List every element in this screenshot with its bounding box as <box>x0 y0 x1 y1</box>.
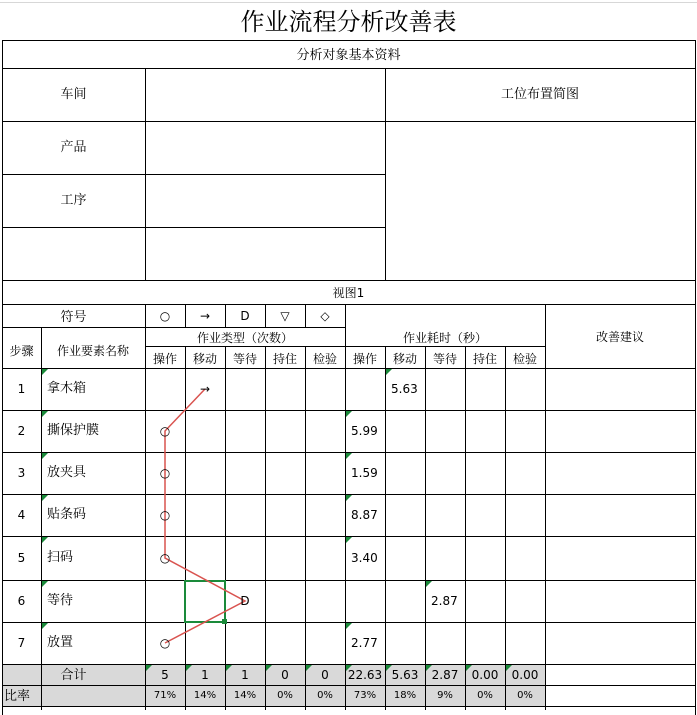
type-header-3: 持住 <box>272 352 297 366</box>
row-element-name: 等待 <box>47 593 74 608</box>
element-name-header: 作业要素名称 <box>56 344 129 358</box>
suggestion-header: 改善建议 <box>595 330 644 344</box>
row-time: 5.99 <box>351 424 378 438</box>
type-header-2: 等待 <box>232 352 257 366</box>
row-step: 2 <box>17 424 26 438</box>
symbol-3: ▽ <box>280 309 290 323</box>
row-element-name: 放置 <box>47 635 74 650</box>
time-group-header: 作业耗时（秒） <box>402 331 487 345</box>
row-step: 3 <box>17 466 26 480</box>
row-element-name: 拿木箱 <box>47 381 87 396</box>
total-time: 0.00 <box>511 668 539 682</box>
flow-symbol-wait: D <box>240 594 250 608</box>
ratio-count: 0% <box>277 690 293 701</box>
layout-label: 工位布置简图 <box>500 87 579 102</box>
time-header-4: 检验 <box>512 352 537 366</box>
type-header-0: 操作 <box>152 352 177 366</box>
step-header: 步骤 <box>9 344 34 358</box>
symbol-0: ○ <box>159 309 171 323</box>
total-count: 5 <box>161 668 169 682</box>
flow-symbol-move: → <box>199 382 211 396</box>
row-step: 5 <box>17 551 26 565</box>
symbol-1: → <box>199 309 211 323</box>
ratio-time: 0% <box>477 690 493 701</box>
total-time: 22.63 <box>347 668 383 682</box>
total-count: 1 <box>201 668 209 682</box>
row-time: 1.59 <box>351 466 378 480</box>
type-group-header: 作业类型（次数） <box>196 331 293 345</box>
time-header-2: 等待 <box>432 352 457 366</box>
section-title: 分析对象基本资料 <box>296 48 401 63</box>
ratio-time: 0% <box>517 690 533 701</box>
type-header-1: 移动 <box>192 352 217 366</box>
ratio-time: 73% <box>353 690 377 701</box>
flow-symbol-op: ○ <box>159 466 171 480</box>
ratio-count: 0% <box>317 690 333 701</box>
flow-symbol-op: ○ <box>159 424 171 438</box>
row-step: 1 <box>17 382 26 396</box>
row-step: 4 <box>17 508 26 522</box>
total-count: 0 <box>281 668 289 682</box>
total-time: 5.63 <box>391 668 419 682</box>
symbols-label: 符号 <box>60 310 87 325</box>
symbol-2: D <box>240 309 250 323</box>
ratio-count: 71% <box>153 690 177 701</box>
flow-line <box>165 389 245 643</box>
row-element-name: 贴条码 <box>47 507 87 522</box>
time-header-0: 操作 <box>352 352 377 366</box>
type-header-4: 检验 <box>312 352 337 366</box>
row-time: 2.87 <box>431 594 458 608</box>
row-time: 8.87 <box>351 508 378 522</box>
total-time: 2.87 <box>431 668 459 682</box>
ratio-count: 14% <box>233 690 257 701</box>
total-count: 0 <box>321 668 329 682</box>
row-time: 2.77 <box>351 636 378 650</box>
total-time: 0.00 <box>471 668 499 682</box>
row-time: 5.63 <box>391 382 418 396</box>
ratio-label: 比率 <box>4 689 31 704</box>
row-element-name: 放夹具 <box>47 465 87 480</box>
row-step: 7 <box>17 636 26 650</box>
total-count: 1 <box>241 668 249 682</box>
row-element-name: 扫码 <box>47 550 74 565</box>
time-header-1: 移动 <box>392 352 417 366</box>
totals-label: 合计 <box>60 668 87 683</box>
row-step: 6 <box>17 594 26 608</box>
product-label: 产品 <box>60 140 87 155</box>
ratio-time: 18% <box>393 690 417 701</box>
process-label: 工序 <box>60 193 87 208</box>
page-title: 作业流程分析改善表 <box>240 8 457 36</box>
flow-symbol-op: ○ <box>159 636 171 650</box>
view-label: 视图1 <box>332 286 365 300</box>
ratio-time: 9% <box>437 690 453 701</box>
symbol-4: ◇ <box>320 309 330 323</box>
workshop-label: 车间 <box>60 87 87 102</box>
ratio-count: 14% <box>193 690 217 701</box>
flow-symbol-op: ○ <box>159 551 171 565</box>
row-element-name: 撕保护膜 <box>47 423 100 438</box>
flow-symbol-op: ○ <box>159 508 171 522</box>
row-time: 3.40 <box>351 551 378 565</box>
time-header-3: 持住 <box>472 352 497 366</box>
